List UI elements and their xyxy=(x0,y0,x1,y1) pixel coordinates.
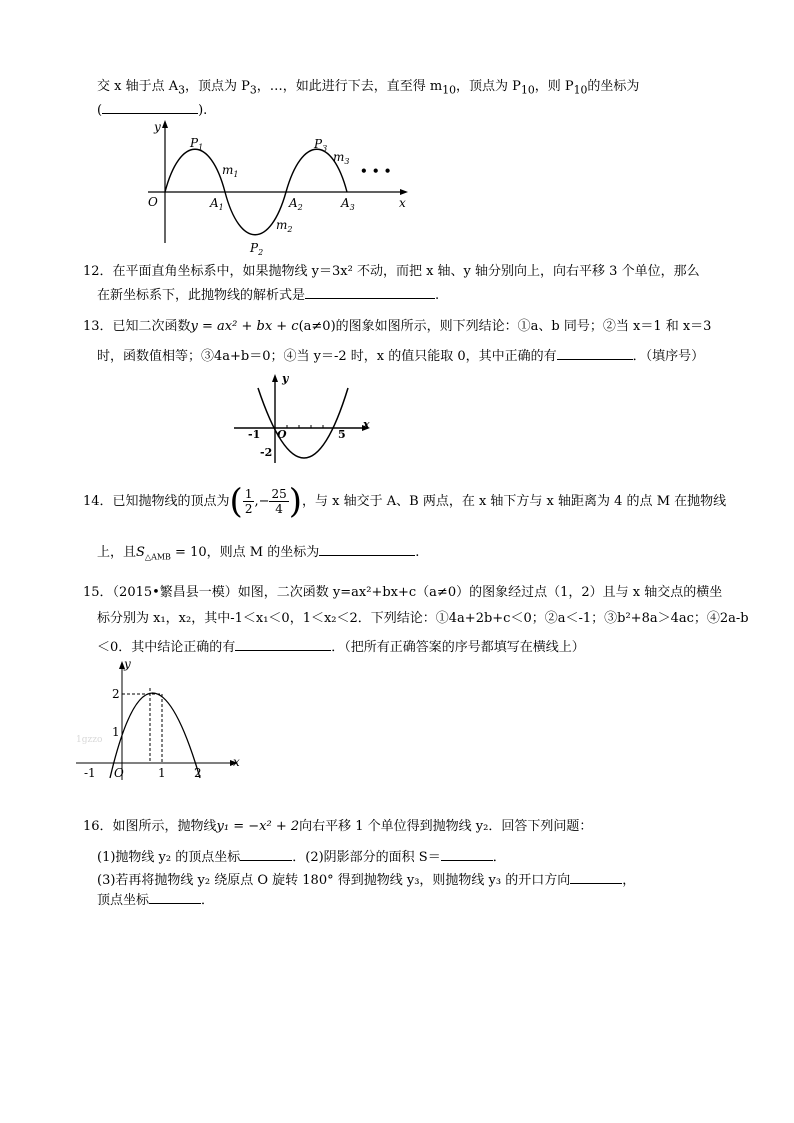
m1-label: $m_1$ xyxy=(222,163,239,179)
a2-label: $A_2$ xyxy=(289,196,303,212)
tick-y1: 1 xyxy=(112,725,120,739)
x-label: x xyxy=(363,418,370,431)
q15-line2: 标分别为 x₁，x₂，其中-1＜x₁＜0，1＜x₂＜2．下列结论：①4a+2b+c＜0；②a＜-1；③b²+8a＞4ac；④2a-b xyxy=(97,611,749,626)
q12-line1: 12．在平面直角坐标系中，如果抛物线 y＝3x² 不动，而把 x 轴、y 轴分别向上，向右平移 3 个单位，那么 xyxy=(83,264,700,279)
ellipsis-dots: • • • xyxy=(360,164,392,178)
q15-line3: ＜0．其中结论正确的有 ．（把所有正确答案的序号都填写在横线上） xyxy=(97,640,585,655)
q11-text-line1: 交 x 轴于点 $A_3$，顶点为 $P_3$，…，如此进行下去，直至得 $m_{10}$，顶点为 $P_{10}$，则 $P_{10}$的坐标为 xyxy=(97,79,640,97)
y-label: y xyxy=(154,120,161,134)
q13-line2: 时，函数值相等；③4a+b＝0；④当 y＝-2 时，x 的值只能取 0，其中正确的有 ．（填序号） xyxy=(97,349,705,364)
x-label: x xyxy=(233,755,240,769)
answer-blank[interactable] xyxy=(240,848,292,861)
origin-label: O xyxy=(277,428,287,441)
y-axis-arrow xyxy=(272,374,278,382)
p1-label: $P_1$ xyxy=(190,136,204,152)
fraction-25-4: $\frac{25}{4}$ xyxy=(271,487,287,516)
tick-x1: 1 xyxy=(158,766,166,780)
q15-line1: 15．（2015•繁昌县一模）如图，二次函数 y=ax²+bx+c（a≠0）的图象经过点（1，2）且与 x 轴交点的横坐 xyxy=(83,585,723,600)
tick-x2: 2 xyxy=(194,766,202,780)
answer-blank[interactable] xyxy=(319,543,415,556)
tick-neg2: -2 xyxy=(260,446,273,459)
origin-label: O xyxy=(114,766,124,780)
answer-blank[interactable] xyxy=(149,891,201,904)
q16-line2: (1)抛物线 y₂ 的顶点坐标 ．(2)阴影部分的面积 S＝ ． xyxy=(97,850,506,865)
x-axis-arrow xyxy=(400,189,408,195)
tick-neg1: -1 xyxy=(248,428,261,441)
answer-blank[interactable] xyxy=(235,638,331,651)
tick-5: 5 xyxy=(338,428,346,441)
q16-line3: (3)若再将抛物线 y₂ 绕原点 O 旋转 180° 得到抛物线 y₃，则抛物线 y₃ 的开口方向 ， xyxy=(97,873,636,888)
watermark: 1gzzo xyxy=(76,735,103,745)
a3-label: $A_3$ xyxy=(341,196,355,212)
m3-label: $m_3$ xyxy=(333,150,350,166)
answer-blank[interactable] xyxy=(305,286,435,299)
x-label: x xyxy=(399,196,406,210)
y-label: y xyxy=(124,658,131,671)
a1-label: $A_1$ xyxy=(210,196,224,212)
q14-line2: 上，且$S_{\triangle AMB} = 10$，则点 M 的坐标为 . xyxy=(97,545,420,562)
q16-line1: 16．如图所示，抛物线y₁ = −x² + 2向右平移 1 个单位得到抛物线 y₂．回答下列问题： xyxy=(83,819,593,834)
m2-label: $m_2$ xyxy=(276,218,293,234)
answer-blank[interactable] xyxy=(570,871,622,884)
origin-label: O xyxy=(148,195,158,209)
y-label: y xyxy=(282,372,289,385)
tick-neg1: -1 xyxy=(84,766,96,780)
p3-label: $P_3$ xyxy=(314,137,328,153)
answer-blank[interactable] xyxy=(557,347,633,360)
tick-y2: 2 xyxy=(112,687,120,701)
right-paren: ) xyxy=(288,481,303,522)
answer-blank[interactable] xyxy=(441,848,493,861)
p2-label: $P_2$ xyxy=(250,241,264,257)
answer-blank[interactable] xyxy=(102,101,198,114)
left-paren: ( xyxy=(229,481,243,522)
q11-answer-line: ( ). xyxy=(97,103,208,118)
q16-line4: 顶点坐标 ． xyxy=(97,893,215,908)
fraction-half: $\frac{1}{2}$ xyxy=(244,487,253,516)
q11-wave-figure xyxy=(140,115,420,265)
q13-parabola-figure xyxy=(230,368,375,468)
y-axis-arrow xyxy=(162,120,168,128)
q15-parabola-figure xyxy=(72,658,247,783)
q12-line2: 在新坐标系下，此抛物线的解析式是 . xyxy=(97,288,440,303)
q13-line1: 13．已知二次函数y = ax² + bx + c(a≠0)的图象如图所示，则下列结论：①a、b 同号；②当 x＝1 和 x＝3 xyxy=(83,319,712,334)
q14-line1: 14．已知抛物线的顶点为( $\frac{1}{2}$ ,− $\frac{25}{4}$ )，与 x 轴交于 A、B 两点，在 x 轴下方与 x 轴距离为 4 的点 M 在抛物线 xyxy=(83,481,727,522)
